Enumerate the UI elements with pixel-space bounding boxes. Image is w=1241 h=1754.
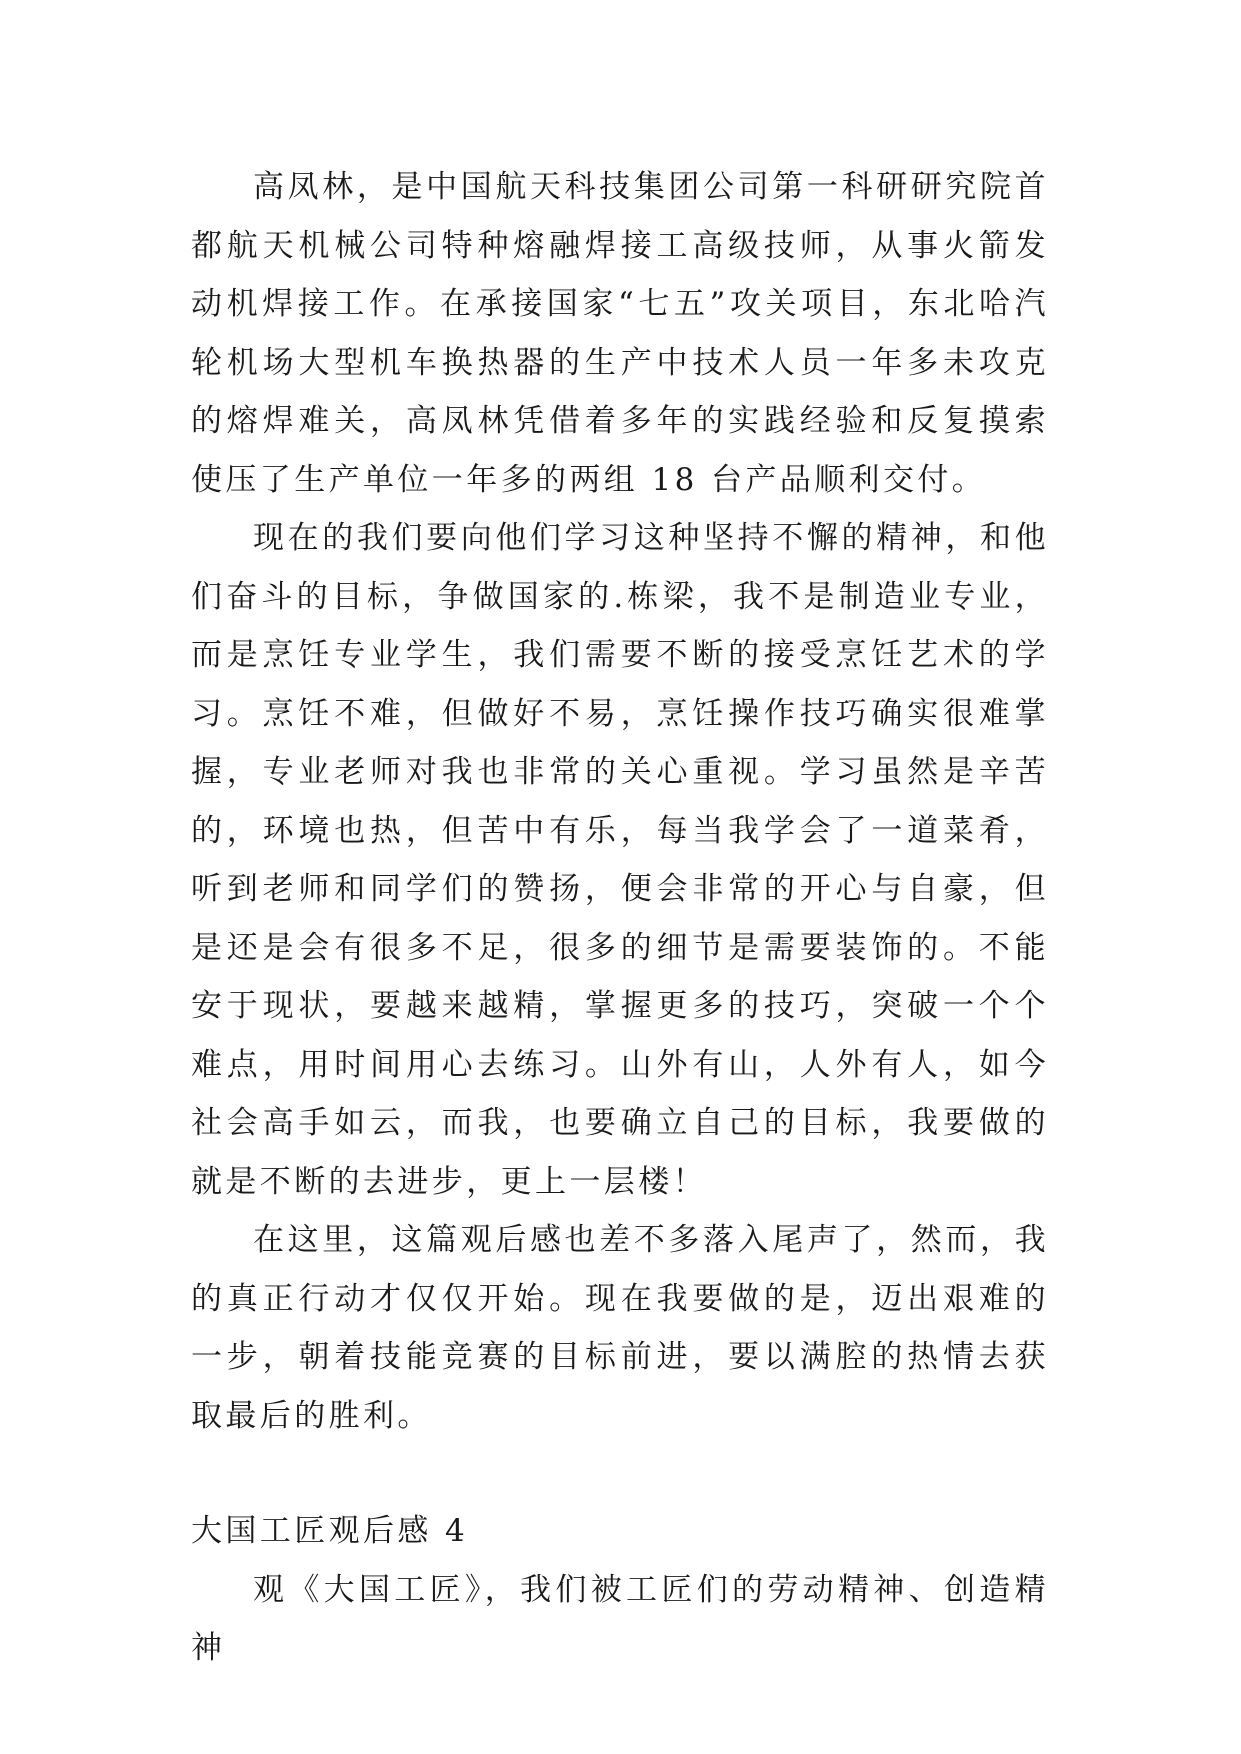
paragraph-gao-fenglin: 高凤林，是中国航天科技集团公司第一科研研究院首都航天机械公司特种熔融焊接工高级技师，从事火箭发动机焊接工作。在承接国家“七五”攻关项目，东北哈汽轮机场大型机车换热器的生产中技术人员一年多未攻克的熔焊难关，高凤林凭借着多年的实践经验和反复摸索使压了生产单位一年多的两组 18 台产品顺利交付。 (191, 169, 1049, 498)
paragraph-learning-spirit: 现在的我们要向他们学习这种坚持不懈的精神，和他们奋斗的目标，争做国家的.栋梁，我不是制造业专业，而是烹饪专业学生，我们需要不断的接受烹饪艺术的学习。烹饪不难，但做好不易，烹饪操作技巧确实很难掌握，专业老师对我也非常的关心重视。学习虽然是辛苦的，环境也热，但苦中有乐，每当我学会了一道菜肴，听到老师和同学们的赞扬，便会非常的开心与自豪，但是还是会有很多不足，很多的细节是需要装饰的。不能安于现状，要越来越精，掌握更多的技巧，突破一个个难点，用时间用心去练习。山外有山，人外有人，如今社会高手如云，而我，也要确立自己的目标，我要做的就是不断的去进步，更上一层楼！ (191, 520, 1049, 1200)
paragraph-review-4-opening: 观《大国工匠》，我们被工匠们的劳动精神、创造精神 (191, 1571, 1049, 1666)
paragraph-conclusion: 在这里，这篇观后感也差不多落入尾声了，然而，我的真正行动才仅仅开始。现在我要做的是，迈出艰难的一步，朝着技能竞赛的目标前进，要以满腔的热情去获取最后的胜利。 (191, 1222, 1049, 1434)
section-heading: 大国工匠观后感 4 (191, 1513, 469, 1549)
document-body (191, 158, 1049, 1678)
